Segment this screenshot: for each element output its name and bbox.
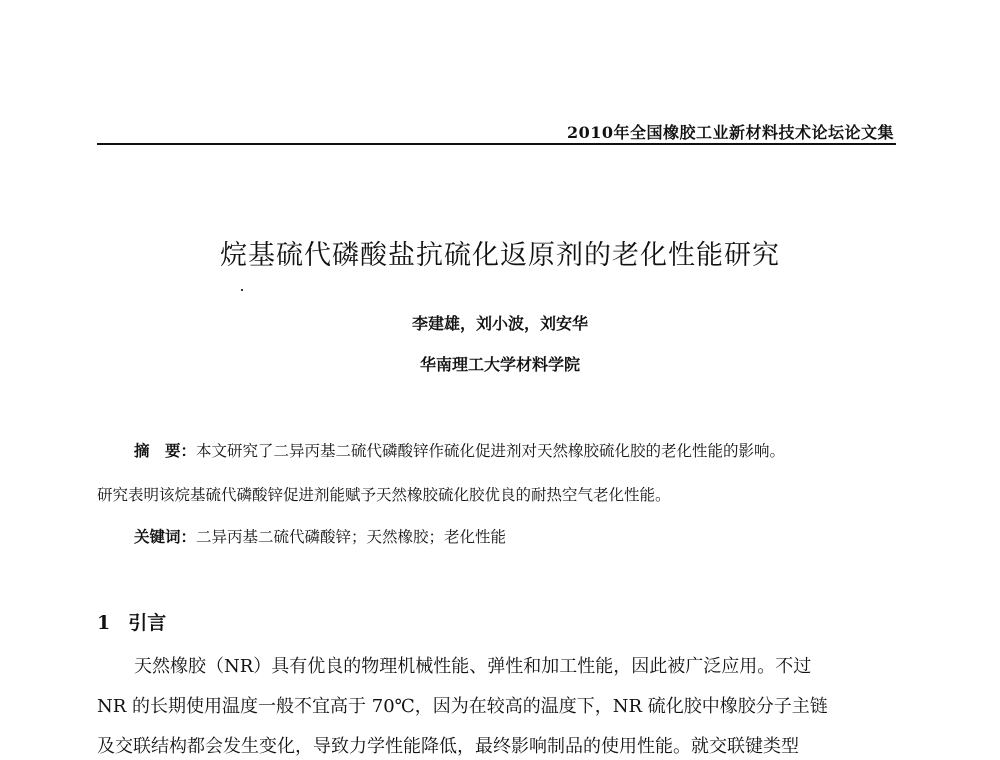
keywords bbox=[134, 525, 506, 547]
abstract-line-2: 研究表明该烷基硫代磷酸锌促进剂能赋予天然橡胶硫化胶优良的耐热空气老化性能。 bbox=[97, 486, 671, 504]
authors: 李建雄，刘小波，刘安华 bbox=[411, 314, 588, 333]
section-title: 引言 bbox=[128, 612, 167, 634]
abstract-line-1 bbox=[134, 439, 785, 461]
abstract-text-1: 本文研究了二异丙基二硫代磷酸锌作硫化促进剂对天然橡胶硫化胶的老化性能的影响。 bbox=[196, 442, 786, 460]
header-rule bbox=[97, 143, 896, 145]
keywords-label: 关键词： bbox=[134, 527, 197, 546]
affiliation: 华南理工大学材料学院 bbox=[419, 355, 580, 374]
body-line-3: 及交联结构都会发生变化，导致力学性能降低，最终影响制品的使用性能。就交联键类型 bbox=[97, 736, 799, 757]
body-line-2: NR 的长期使用温度一般不宜高于 70℃，因为在较高的温度下，NR 硫化胶中橡胶分子主链 bbox=[97, 696, 828, 717]
running-header: 2010年全国橡胶工业新材料技术论坛论文集 bbox=[566, 123, 894, 142]
abstract-label: 摘 要： bbox=[134, 441, 197, 460]
paper-title: 烷基硫代磷酸盐抗硫化返原剂的老化性能研究 bbox=[220, 240, 780, 272]
keywords-text: 二异丙基二硫代磷酸锌；天然橡胶；老化性能 bbox=[196, 528, 507, 546]
section-number: 1 bbox=[97, 612, 111, 634]
body-line-1: 天然橡胶（NR）具有优良的物理机械性能、弹性和加工性能，因此被广泛应用。不过 bbox=[134, 656, 812, 677]
scan-speck bbox=[241, 289, 243, 291]
section-heading bbox=[97, 608, 166, 635]
